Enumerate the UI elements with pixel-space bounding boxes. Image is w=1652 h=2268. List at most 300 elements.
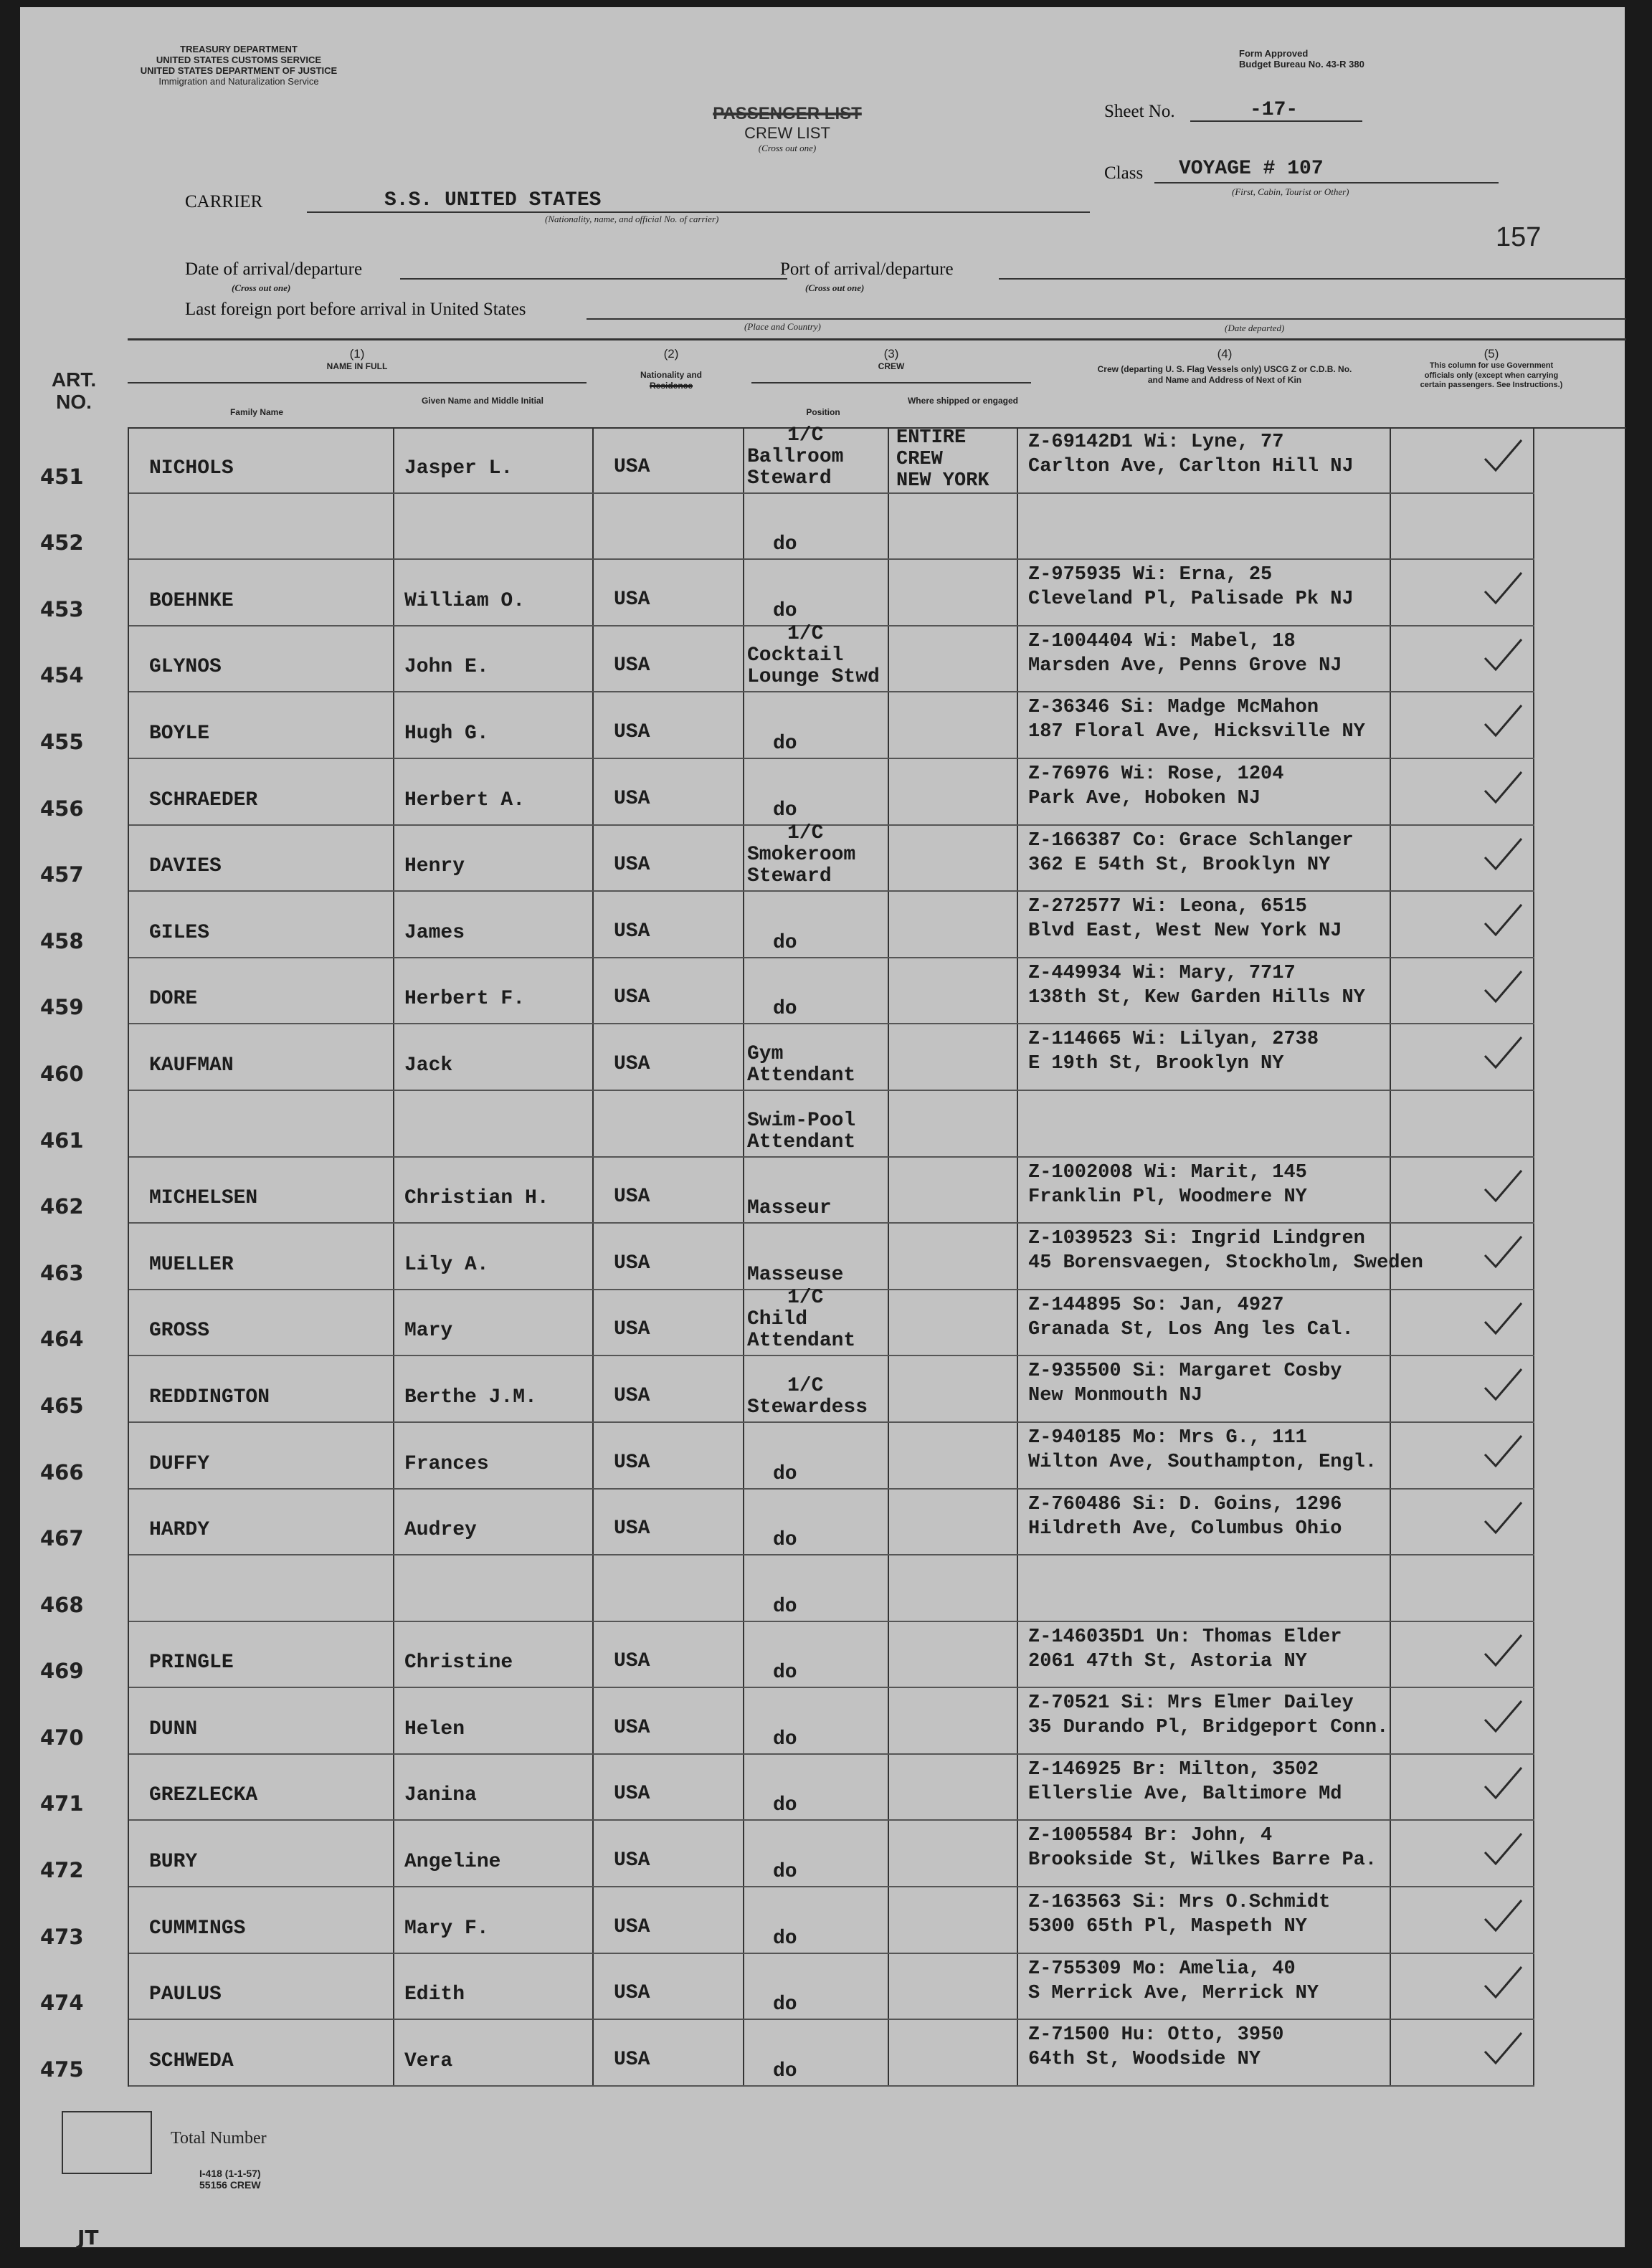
given-name-header: Given Name and Middle Initial bbox=[421, 396, 544, 406]
checkmark-icon bbox=[1481, 1698, 1524, 1734]
nationality-cell bbox=[593, 1953, 744, 2020]
next-of-kin-cell bbox=[1017, 1024, 1390, 1090]
art-number: 459 bbox=[40, 995, 84, 1020]
next-of-kin-line: 2061 47th St, Astoria NY bbox=[1028, 1650, 1307, 1672]
next-of-kin-line: New Monmouth NJ bbox=[1028, 1385, 1203, 1407]
budget-bureau: Budget Bureau No. 43-R 380 bbox=[1239, 58, 1364, 70]
checkmark-icon bbox=[1481, 570, 1524, 606]
family-name-cell bbox=[128, 891, 394, 958]
place-hint: (Place and Country) bbox=[744, 321, 821, 332]
where-shipped-cell bbox=[888, 1024, 1017, 1090]
family-name: DAVIES bbox=[149, 855, 222, 878]
given-name: Herbert F. bbox=[404, 988, 526, 1011]
where-shipped-line: NEW YORK bbox=[896, 470, 989, 492]
where-shipped-cell bbox=[888, 1687, 1017, 1754]
next-of-kin-line: Z-70521 Si: Mrs Elmer Dailey bbox=[1028, 1692, 1354, 1715]
next-of-kin-line: Z-272577 Wi: Leona, 6515 bbox=[1028, 896, 1307, 918]
col1-rule bbox=[128, 382, 587, 383]
next-of-kin-cell bbox=[1017, 493, 1390, 560]
art-number: 467 bbox=[40, 1526, 84, 1551]
given-name-cell bbox=[394, 958, 593, 1024]
table-row bbox=[128, 1887, 1534, 1953]
position-line: do bbox=[773, 1529, 797, 1552]
checkmark-icon bbox=[1481, 1234, 1524, 1269]
family-name-cell bbox=[128, 1090, 394, 1157]
given-name: Mary F. bbox=[404, 1917, 489, 1940]
family-name-cell bbox=[128, 1290, 394, 1356]
agency-line: UNITED STATES DEPARTMENT OF JUSTICE bbox=[140, 65, 338, 76]
nationality: USA bbox=[614, 1451, 650, 1474]
position-line: Attendant bbox=[747, 1064, 856, 1087]
given-name-cell bbox=[394, 825, 593, 892]
family-name-cell bbox=[128, 1887, 394, 1953]
art-number: 462 bbox=[40, 1194, 84, 1219]
nationality-cell bbox=[593, 1555, 744, 1621]
next-of-kin-cell bbox=[1017, 1953, 1390, 2020]
family-name-cell bbox=[128, 1621, 394, 1688]
next-of-kin-cell bbox=[1017, 1887, 1390, 1953]
col5-header bbox=[1420, 347, 1563, 390]
next-of-kin-cell bbox=[1017, 1555, 1390, 1621]
position-line: Attendant bbox=[747, 1330, 856, 1353]
table-row bbox=[128, 1157, 1534, 1224]
family-name: CUMMINGS bbox=[149, 1917, 246, 1940]
art-number: 475 bbox=[40, 2057, 84, 2082]
given-name: Angeline bbox=[404, 1851, 501, 1874]
position-line: do bbox=[773, 998, 797, 1021]
col3-rule bbox=[751, 382, 1031, 383]
family-name: SCHRAEDER bbox=[149, 788, 258, 811]
family-name: BOYLE bbox=[149, 722, 210, 745]
art-number: 454 bbox=[40, 663, 84, 688]
next-of-kin-line: Cleveland Pl, Palisade Pk NJ bbox=[1028, 589, 1354, 611]
crew-table bbox=[40, 424, 1534, 2087]
next-of-kin-cell bbox=[1017, 1090, 1390, 1157]
next-of-kin-cell bbox=[1017, 692, 1390, 758]
art-number: 474 bbox=[40, 1991, 84, 2016]
given-name: Christine bbox=[404, 1652, 513, 1674]
table-row bbox=[128, 1090, 1534, 1157]
table-row bbox=[128, 1621, 1534, 1688]
where-shipped-cell bbox=[888, 1223, 1017, 1290]
next-of-kin-cell bbox=[1017, 958, 1390, 1024]
next-of-kin-cell bbox=[1017, 1223, 1423, 1290]
nationality-cell bbox=[593, 1024, 744, 1090]
given-name-cell bbox=[394, 758, 593, 825]
given-name: Christian H. bbox=[404, 1187, 549, 1210]
crew-table-body bbox=[40, 424, 1534, 2086]
position-line: Cocktail bbox=[747, 644, 844, 667]
position-cell bbox=[744, 1489, 888, 1555]
family-name-cell bbox=[128, 1687, 394, 1754]
table-row bbox=[128, 891, 1534, 958]
official-use-cell bbox=[1390, 1754, 1534, 1821]
table-row bbox=[128, 427, 1534, 493]
official-use-cell bbox=[1390, 1290, 1534, 1356]
where-shipped-cell bbox=[888, 1754, 1017, 1821]
table-top-rule bbox=[128, 338, 1626, 340]
given-name-cell bbox=[394, 1422, 593, 1489]
position-cell bbox=[744, 424, 888, 493]
table-row bbox=[128, 1687, 1534, 1754]
family-name-cell bbox=[128, 1223, 394, 1290]
where-shipped-cell bbox=[888, 825, 1017, 892]
position-cell bbox=[744, 1422, 888, 1489]
checkmark-icon bbox=[1481, 1433, 1524, 1469]
nationality-cell bbox=[593, 427, 744, 493]
checkmark-icon bbox=[1481, 1034, 1524, 1070]
position-cell bbox=[744, 1555, 888, 1621]
where-shipped-cell bbox=[888, 1621, 1017, 1688]
family-name-cell bbox=[128, 1754, 394, 1821]
given-name: Edith bbox=[404, 1983, 465, 2006]
next-of-kin-line: Z-449934 Wi: Mary, 7717 bbox=[1028, 962, 1296, 984]
nationality-cell bbox=[593, 1422, 744, 1489]
cross-out-note: (Cross out one) bbox=[758, 143, 817, 153]
checkmark-icon bbox=[1481, 968, 1524, 1004]
where-shipped-cell bbox=[888, 1820, 1017, 1887]
family-name: PAULUS bbox=[149, 1983, 222, 2006]
position-cell bbox=[744, 1090, 888, 1157]
given-name-cell bbox=[394, 891, 593, 958]
given-name-cell bbox=[394, 1090, 593, 1157]
art-number: 469 bbox=[40, 1659, 84, 1684]
given-name-cell bbox=[394, 1754, 593, 1821]
where-shipped-cell bbox=[888, 1290, 1017, 1356]
next-of-kin-line: Z-935500 Si: Margaret Cosby bbox=[1028, 1361, 1342, 1383]
position-header: Position bbox=[806, 407, 840, 417]
where-shipped-cell bbox=[888, 2019, 1017, 2086]
position-line: Child bbox=[747, 1308, 808, 1331]
next-of-kin-cell bbox=[1017, 1355, 1390, 1422]
given-name: Frances bbox=[404, 1452, 489, 1475]
position-line: 1/C bbox=[787, 1374, 824, 1397]
document-page bbox=[20, 7, 1625, 2247]
next-of-kin-cell bbox=[1017, 1687, 1390, 1754]
nationality-cell bbox=[593, 626, 744, 692]
nationality: USA bbox=[614, 1517, 650, 1540]
family-name: DUFFY bbox=[149, 1452, 210, 1475]
checkmark-icon bbox=[1481, 1831, 1524, 1867]
nationality: USA bbox=[614, 1252, 650, 1274]
official-use-cell bbox=[1390, 427, 1534, 493]
next-of-kin-cell bbox=[1017, 1754, 1390, 1821]
next-of-kin-line: 362 E 54th St, Brooklyn NY bbox=[1028, 854, 1331, 876]
art-number: 455 bbox=[40, 729, 84, 754]
art-number: 463 bbox=[40, 1260, 84, 1285]
next-of-kin-line: 138th St, Kew Garden Hills NY bbox=[1028, 986, 1365, 1009]
family-name-cell bbox=[128, 1355, 394, 1422]
next-of-kin-line: Z-940185 Mo: Mrs G., 111 bbox=[1028, 1426, 1307, 1449]
given-name-cell bbox=[394, 1820, 593, 1887]
position-cell bbox=[744, 1687, 888, 1754]
nationality: USA bbox=[614, 2048, 650, 2071]
next-of-kin-cell bbox=[1017, 2019, 1390, 2086]
family-name-cell bbox=[128, 958, 394, 1024]
art-number: 465 bbox=[40, 1393, 84, 1418]
carrier-underline bbox=[307, 211, 1090, 213]
family-name-cell bbox=[128, 692, 394, 758]
nationality-cell bbox=[593, 825, 744, 892]
last-port-underline bbox=[587, 318, 1626, 320]
position-line: Masseuse bbox=[747, 1263, 844, 1286]
form-code-line: I-418 (1-1-57) bbox=[199, 2168, 261, 2179]
given-name-cell bbox=[394, 1621, 593, 1688]
family-name: MICHELSEN bbox=[149, 1187, 258, 1210]
family-name: BOEHNKE bbox=[149, 589, 234, 612]
position-line: do bbox=[773, 1662, 797, 1685]
official-use-cell bbox=[1390, 1621, 1534, 1688]
art-number: 460 bbox=[40, 1061, 84, 1086]
next-of-kin-line: Z-760486 Si: D. Goins, 1296 bbox=[1028, 1493, 1342, 1515]
given-name-cell bbox=[394, 427, 593, 493]
position-cell bbox=[744, 493, 888, 560]
position-cell bbox=[744, 1024, 888, 1090]
nationality-cell bbox=[593, 1290, 744, 1356]
position-cell bbox=[744, 822, 888, 892]
where-shipped-cell bbox=[888, 1355, 1017, 1422]
carrier-value: S.S. UNITED STATES bbox=[384, 189, 602, 211]
form-approved: Form Approved bbox=[1239, 48, 1309, 59]
checkmark-icon bbox=[1481, 1500, 1524, 1535]
nationality-header: Nationality and bbox=[640, 370, 702, 381]
position-line: do bbox=[773, 599, 797, 622]
checkmark-icon bbox=[1481, 1897, 1524, 1933]
next-of-kin-line: S Merrick Ave, Merrick NY bbox=[1028, 1982, 1319, 2004]
given-name-cell bbox=[394, 1953, 593, 2020]
where-shipped-cell bbox=[888, 692, 1017, 758]
next-of-kin-line: Wilton Ave, Southampton, Engl. bbox=[1028, 1451, 1377, 1473]
art-number: 456 bbox=[40, 796, 84, 821]
table-row bbox=[128, 958, 1534, 1024]
position-line: Ballroom bbox=[747, 445, 844, 468]
nationality: USA bbox=[614, 1052, 650, 1075]
total-number-label: Total Number bbox=[171, 2129, 267, 2148]
given-name-cell bbox=[394, 1555, 593, 1621]
where-shipped-line: ENTIRE bbox=[896, 427, 967, 449]
given-name-cell bbox=[394, 1687, 593, 1754]
family-name: NICHOLS bbox=[149, 457, 234, 480]
next-of-kin-line: Z-755309 Mo: Amelia, 40 bbox=[1028, 1958, 1296, 1980]
position-cell bbox=[744, 958, 888, 1024]
position-line: Attendant bbox=[747, 1130, 856, 1153]
position-cell bbox=[744, 2019, 888, 2086]
col4-header bbox=[1038, 347, 1411, 385]
table-row bbox=[128, 2019, 1534, 2086]
where-shipped-cell bbox=[888, 958, 1017, 1024]
checkmark-icon bbox=[1481, 637, 1524, 672]
nationality: USA bbox=[614, 1982, 650, 2005]
position-line: Swim-Pool bbox=[747, 1109, 856, 1132]
art-number: 472 bbox=[40, 1858, 84, 1883]
official-use-cell bbox=[1390, 958, 1534, 1024]
next-of-kin-line: Granada St, Los Ang les Cal. bbox=[1028, 1318, 1354, 1340]
table-row bbox=[128, 1820, 1534, 1887]
where-shipped-cell bbox=[888, 1422, 1017, 1489]
col1-header bbox=[128, 347, 587, 372]
date-underline bbox=[400, 278, 787, 280]
next-of-kin-line: Ellerslie Ave, Baltimore Md bbox=[1028, 1783, 1342, 1805]
position-cell bbox=[744, 1754, 888, 1821]
nationality-cell bbox=[593, 2019, 744, 2086]
family-name: MUELLER bbox=[149, 1253, 234, 1276]
nationality: USA bbox=[614, 1384, 650, 1407]
position-cell bbox=[744, 758, 888, 825]
checkmark-icon bbox=[1481, 2030, 1524, 2066]
given-name-cell bbox=[394, 1290, 593, 1356]
family-name-cell bbox=[128, 427, 394, 493]
given-name-cell bbox=[394, 1489, 593, 1555]
given-name: Henry bbox=[404, 855, 465, 878]
official-use-cell bbox=[1390, 626, 1534, 692]
table-row bbox=[128, 1422, 1534, 1489]
nationality: USA bbox=[614, 787, 650, 810]
official-use-cell bbox=[1390, 1555, 1534, 1621]
agency-block bbox=[74, 44, 404, 87]
total-number-box bbox=[62, 2111, 152, 2174]
position-line: do bbox=[773, 799, 797, 821]
given-name: Janina bbox=[404, 1784, 477, 1807]
next-of-kin-cell bbox=[1017, 1422, 1390, 1489]
next-of-kin-cell bbox=[1017, 825, 1390, 892]
nationality: USA bbox=[614, 1186, 650, 1209]
where-shipped-header: Where shipped or engaged bbox=[907, 396, 1019, 406]
given-name-cell bbox=[394, 493, 593, 560]
date-hint: (Cross out one) bbox=[232, 282, 291, 293]
official-use-cell bbox=[1390, 1157, 1534, 1224]
initials: JT bbox=[77, 2226, 99, 2249]
checkmark-icon bbox=[1481, 437, 1524, 473]
official-use-cell bbox=[1390, 1820, 1534, 1887]
next-of-kin-line: Z-166387 Co: Grace Schlanger bbox=[1028, 829, 1354, 852]
position-line: do bbox=[773, 533, 797, 556]
nationality: USA bbox=[614, 986, 650, 1009]
official-use-cell bbox=[1390, 825, 1534, 892]
col2-num: (2) bbox=[663, 347, 679, 361]
where-shipped-cell bbox=[888, 626, 1017, 692]
family-name-cell bbox=[128, 1024, 394, 1090]
next-of-kin-line: Z-163563 Si: Mrs O.Schmidt bbox=[1028, 1892, 1331, 1914]
family-name-cell bbox=[128, 758, 394, 825]
art-number: 468 bbox=[40, 1592, 84, 1617]
nationality: USA bbox=[614, 920, 650, 943]
position-cell bbox=[744, 1820, 888, 1887]
checkmark-icon bbox=[1481, 902, 1524, 938]
family-name-cell bbox=[128, 1157, 394, 1224]
nationality: USA bbox=[614, 1650, 650, 1673]
official-use-cell bbox=[1390, 1355, 1534, 1422]
position-line: do bbox=[773, 1861, 797, 1884]
art-no-header: ART. NO. bbox=[51, 368, 97, 413]
position-line: 1/C bbox=[787, 1287, 824, 1310]
nationality-cell bbox=[593, 559, 744, 626]
next-of-kin-line: 187 Floral Ave, Hicksville NY bbox=[1028, 721, 1365, 743]
family-name-cell bbox=[128, 1489, 394, 1555]
official-use-cell bbox=[1390, 1090, 1534, 1157]
where-shipped-cell bbox=[888, 1953, 1017, 2020]
position-line: do bbox=[773, 931, 797, 954]
given-name: Vera bbox=[404, 2049, 453, 2072]
official-use-cell bbox=[1390, 1223, 1534, 1290]
table-row bbox=[128, 758, 1534, 825]
given-name-cell bbox=[394, 1887, 593, 1953]
nationality-cell bbox=[593, 493, 744, 560]
nationality: USA bbox=[614, 654, 650, 677]
family-name-header: Family Name bbox=[229, 407, 284, 417]
next-of-kin-line: E 19th St, Brooklyn NY bbox=[1028, 1053, 1284, 1075]
nationality: USA bbox=[614, 588, 650, 611]
position-line: Steward bbox=[747, 865, 832, 888]
carrier-label: CARRIER bbox=[185, 192, 263, 211]
family-name-cell bbox=[128, 493, 394, 560]
class-underline bbox=[1154, 182, 1499, 184]
position-line: 1/C bbox=[787, 623, 824, 646]
next-of-kin-line: Z-144895 So: Jan, 4927 bbox=[1028, 1294, 1284, 1316]
family-name: KAUFMAN bbox=[149, 1054, 234, 1077]
given-name: Jack bbox=[404, 1054, 453, 1077]
art-number: 466 bbox=[40, 1459, 84, 1485]
checkmark-icon bbox=[1481, 836, 1524, 872]
col3-title: CREW bbox=[878, 361, 905, 372]
table-row bbox=[128, 1953, 1534, 2020]
agency-line: TREASURY DEPARTMENT bbox=[180, 44, 298, 54]
crew-list-title: CREW LIST bbox=[744, 124, 830, 142]
art-number: 464 bbox=[40, 1327, 84, 1352]
position-line: do bbox=[773, 1728, 797, 1750]
table-row bbox=[128, 559, 1534, 626]
nationality-cell bbox=[593, 1820, 744, 1887]
form-code-line: 55156 CREW bbox=[199, 2179, 261, 2191]
nationality-cell bbox=[593, 1355, 744, 1422]
given-name: William O. bbox=[404, 589, 526, 612]
art-number: 461 bbox=[40, 1128, 84, 1153]
where-shipped-cell bbox=[888, 559, 1017, 626]
family-name: DUNN bbox=[149, 1717, 198, 1740]
nationality: USA bbox=[614, 720, 650, 743]
art-number: 457 bbox=[40, 862, 84, 887]
next-of-kin-line: Z-76976 Wi: Rose, 1204 bbox=[1028, 763, 1284, 785]
family-name: DORE bbox=[149, 988, 198, 1011]
nationality: USA bbox=[614, 1849, 650, 1872]
residence-struck: Residence bbox=[649, 380, 693, 391]
position-cell bbox=[744, 692, 888, 758]
official-use-cell bbox=[1390, 559, 1534, 626]
position-line: do bbox=[773, 2059, 797, 2082]
given-name-cell bbox=[394, 626, 593, 692]
nationality-cell bbox=[593, 1687, 744, 1754]
nationality-cell bbox=[593, 1157, 744, 1224]
position-line: Smokeroom bbox=[747, 844, 856, 867]
next-of-kin-cell bbox=[1017, 559, 1390, 626]
given-name: Lily A. bbox=[404, 1253, 489, 1276]
table-row bbox=[128, 1489, 1534, 1555]
col2-header bbox=[599, 347, 743, 391]
next-of-kin-line: Z-36346 Si: Madge McMahon bbox=[1028, 697, 1319, 719]
form-approved-block bbox=[1239, 49, 1364, 70]
checkmark-icon bbox=[1481, 702, 1524, 738]
class-value: VOYAGE # 107 bbox=[1179, 158, 1324, 180]
next-of-kin-line: 35 Durando Pl, Bridgeport Conn. bbox=[1028, 1717, 1389, 1739]
table-row bbox=[128, 1290, 1534, 1356]
family-name: REDDINGTON bbox=[149, 1386, 270, 1409]
position-line: Lounge Stwd bbox=[747, 666, 880, 689]
where-shipped-cell bbox=[888, 1887, 1017, 1953]
next-of-kin-line: 64th St, Woodside NY bbox=[1028, 2049, 1261, 2071]
nationality: USA bbox=[614, 854, 650, 877]
given-name: Hugh G. bbox=[404, 722, 489, 745]
where-shipped-cell bbox=[888, 1555, 1017, 1621]
given-name-cell bbox=[394, 1157, 593, 1224]
